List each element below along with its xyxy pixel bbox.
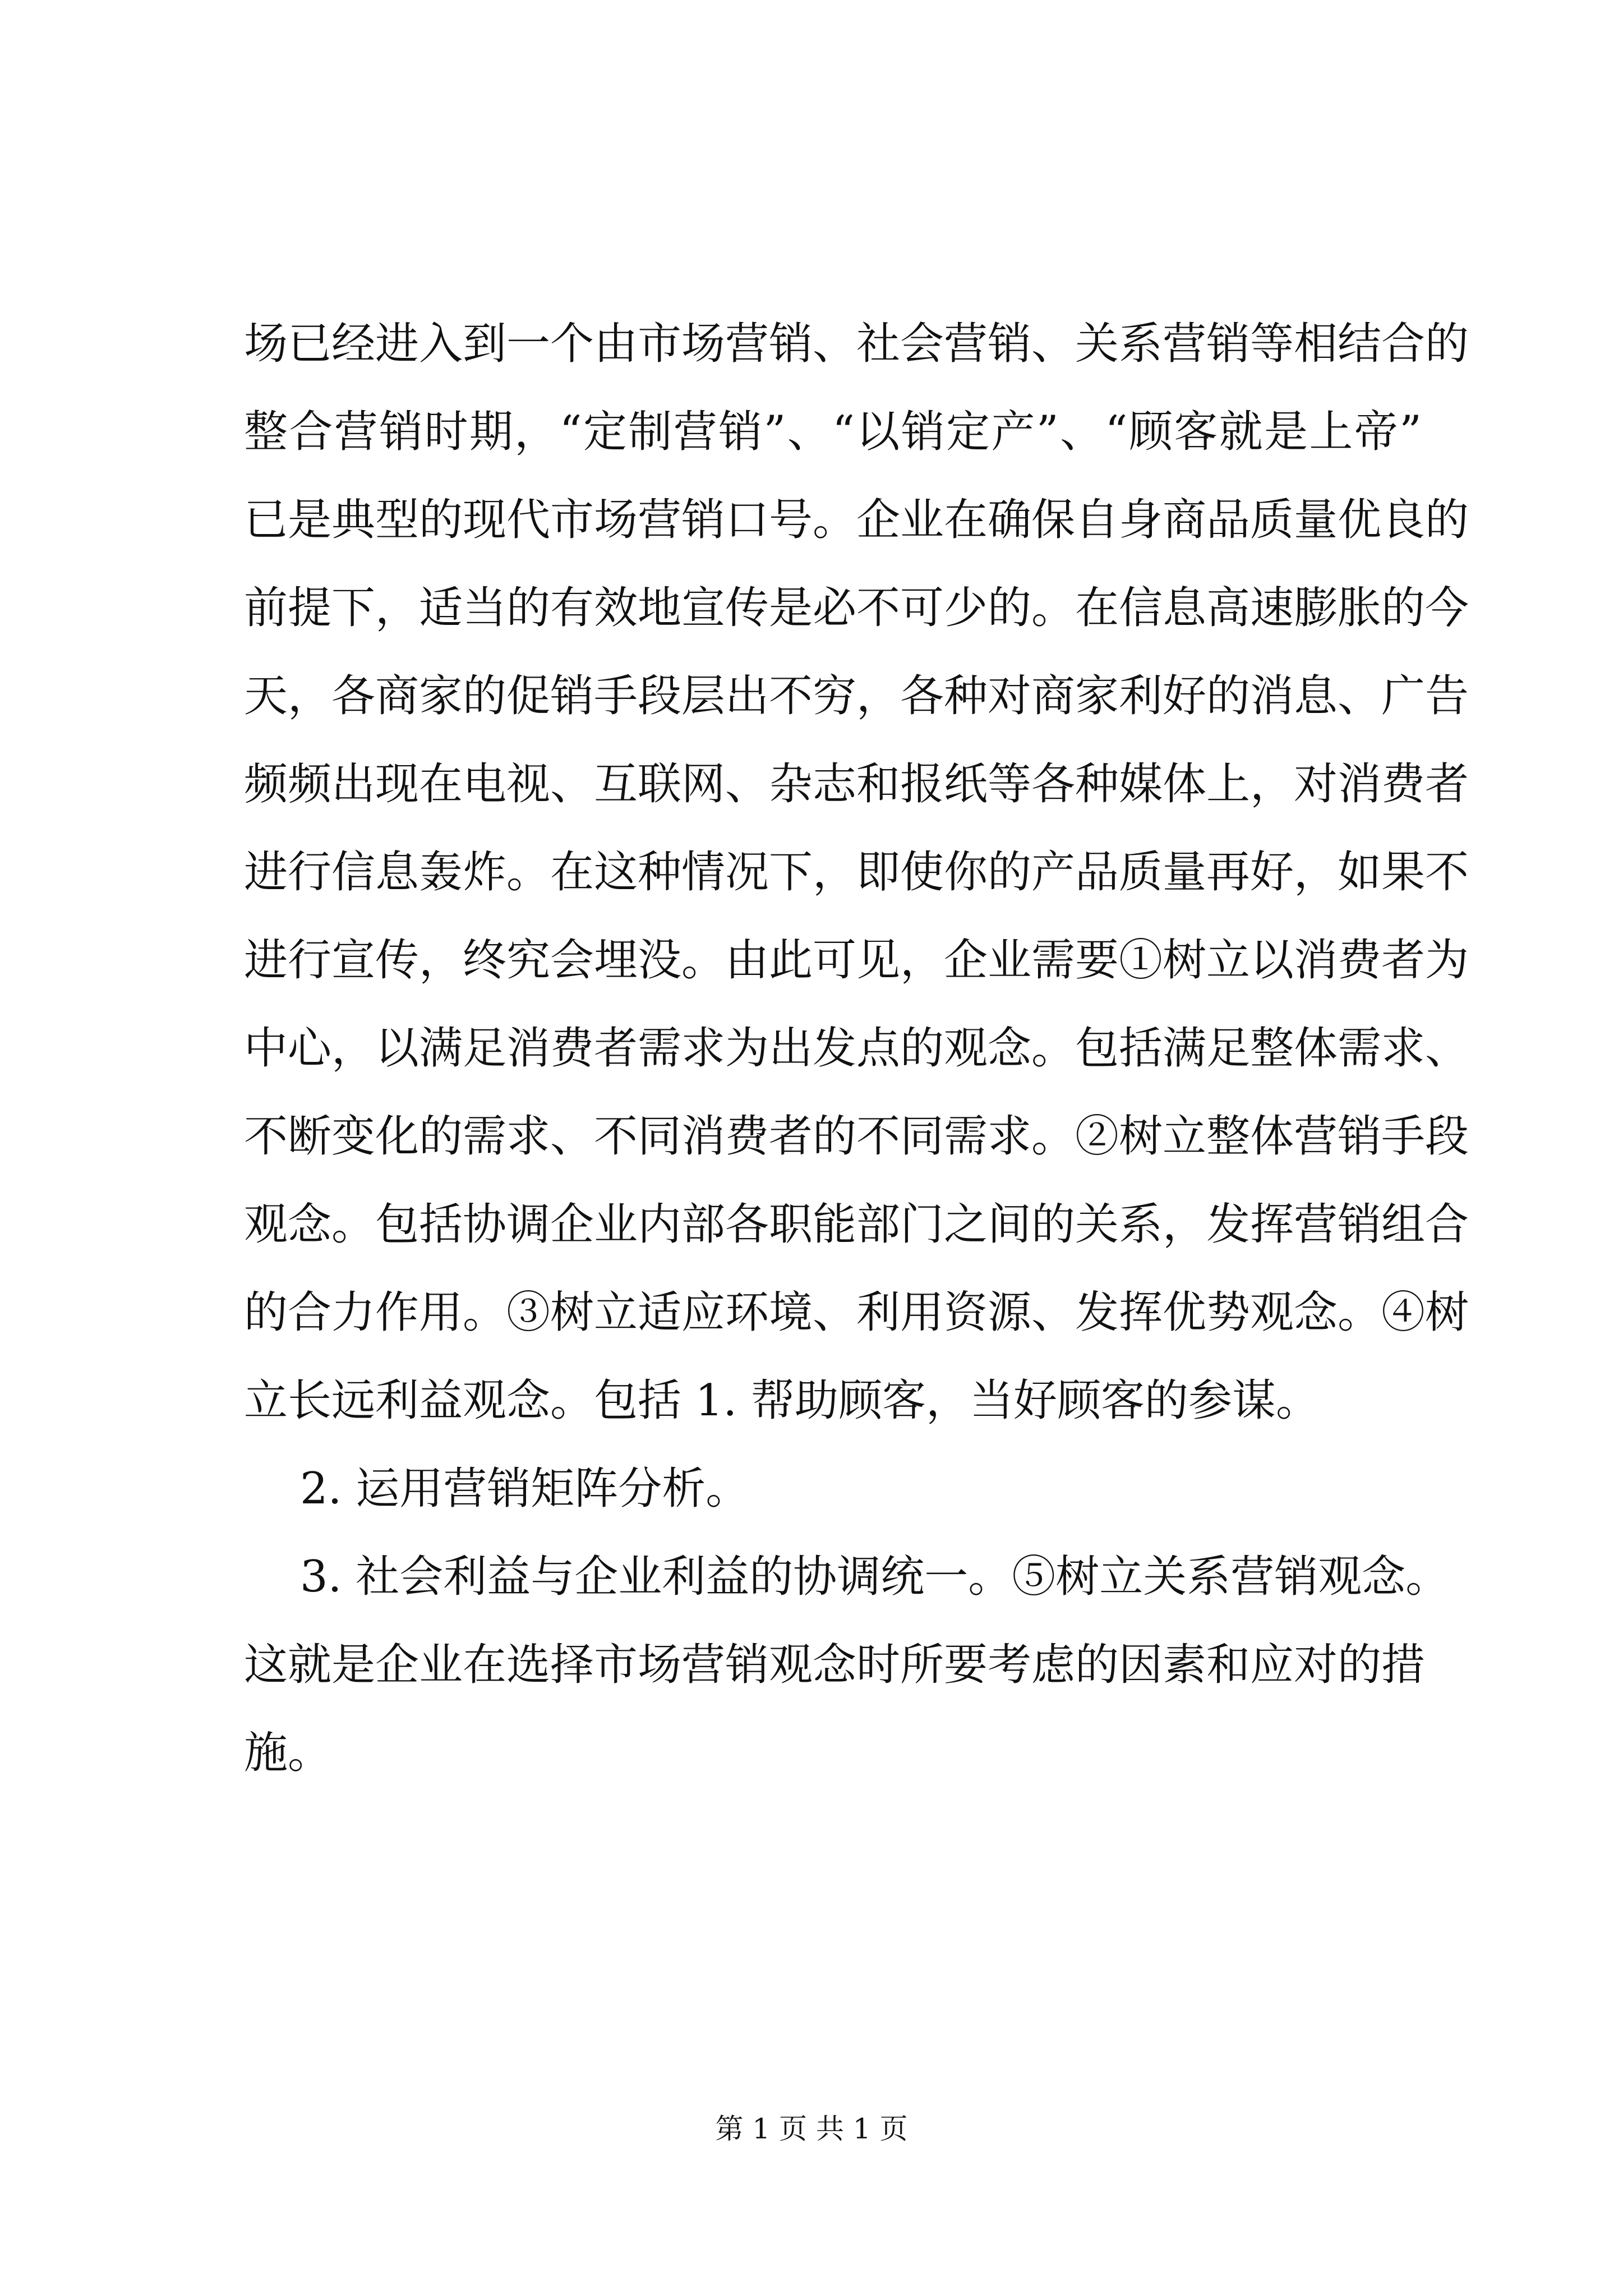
text-line: 中心，以满足消费者需求为出发点的观念。包括满足整体需求、 bbox=[244, 1023, 1469, 1074]
text-line-indented: 2. 运用营销矩阵分析。 bbox=[300, 1464, 750, 1514]
text-line: 已是典型的现代市场营销口号。企业在确保自身商品质量优良的 bbox=[244, 495, 1469, 545]
text-line: 天，各商家的促销手段层出不穷，各种对商家利好的消息、广告 bbox=[244, 671, 1469, 721]
text-line: 进行宣传，终究会埋没。由此可见，企业需要①树立以消费者为 bbox=[244, 935, 1469, 986]
text-line: 观念。包括协调企业内部各职能部门之间的关系，发挥营销组合 bbox=[244, 1199, 1469, 1250]
text-line: 立长远利益观念。包括 1. 帮助顾客，当好顾客的参谋。 bbox=[244, 1375, 1320, 1426]
text-line: 的合力作用。③树立适应环境、利用资源、发挥优势观念。④树 bbox=[244, 1287, 1469, 1338]
text-line: 频频出现在电视、互联网、杂志和报纸等各种媒体上，对消费者 bbox=[244, 759, 1469, 809]
text-line: 进行信息轰炸。在这种情况下，即使你的产品质量再好，如果不 bbox=[244, 847, 1469, 898]
page-footer: 第 1 页 共 1 页 bbox=[715, 2113, 908, 2145]
body-text bbox=[244, 300, 1469, 1797]
text-line: 施。 bbox=[244, 1728, 332, 1778]
text-line: 这就是企业在选择市场营销观念时所要考虑的因素和应对的措 bbox=[244, 1640, 1426, 1690]
text-line: 不断变化的需求、不同消费者的不同需求。②树立整体营销手段 bbox=[244, 1111, 1469, 1162]
text-line: 场已经进入到一个由市场营销、社会营销、关系营销等相结合的 bbox=[244, 319, 1469, 369]
text-line: 前提下，适当的有效地宣传是必不可少的。在信息高速膨胀的今 bbox=[244, 583, 1469, 633]
text-line: 整合营销时期，“定制营销”、“以销定产”、“顾客就是上帝” bbox=[244, 407, 1422, 457]
text-line-indented: 3. 社会利益与企业利益的协调统一。⑤树立关系营销观念。 bbox=[300, 1552, 1450, 1602]
